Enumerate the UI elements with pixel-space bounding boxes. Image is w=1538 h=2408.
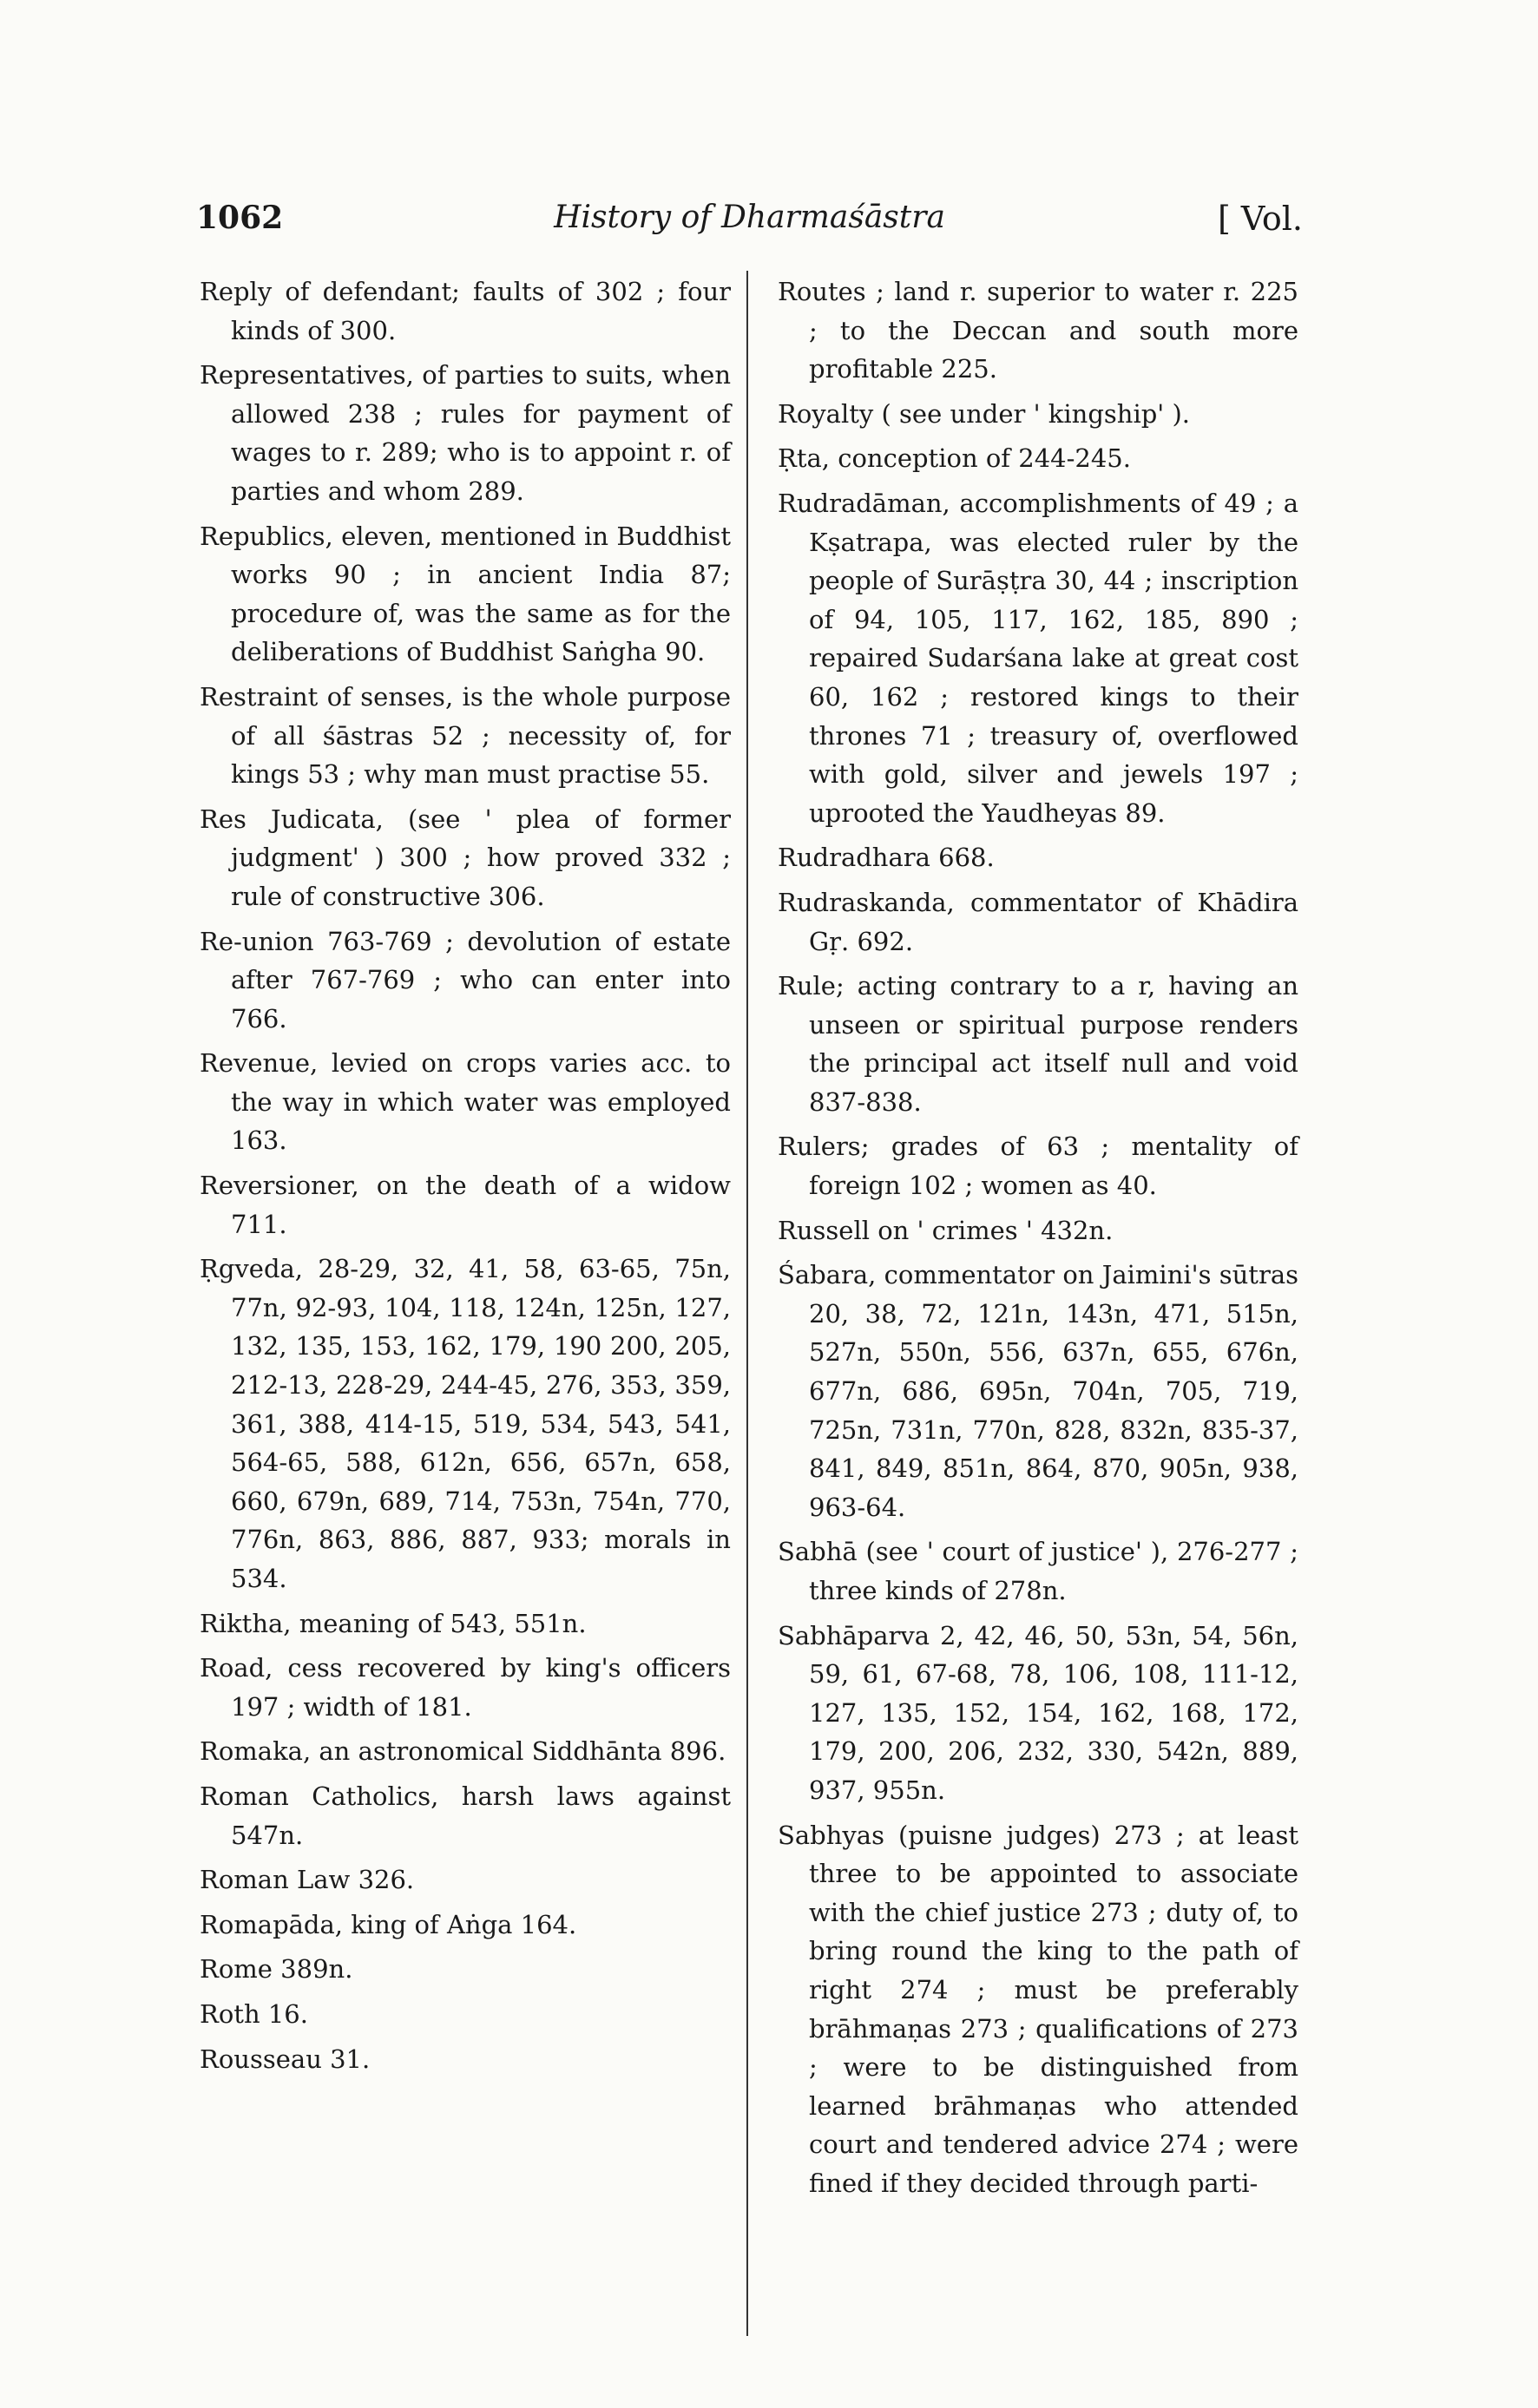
- index-entry: Romaka, an astronomical Siddhānta 896.: [200, 1736, 726, 1767]
- index-entry: Roman Catholics, harsh laws against 547n.: [200, 1781, 731, 1850]
- index-entry: Riktha, meaning of 543, 551n.: [200, 1608, 587, 1638]
- index-entry: Roth 16.: [200, 1998, 308, 2029]
- page-header: [196, 193, 1303, 248]
- left-column: [200, 272, 731, 2084]
- index-entry: Re-union 763-769 ; devolution of estate after 767-769 ; who can enter into 766.: [200, 926, 731, 1033]
- index-entry: Romapāda, king of Aṅga 164.: [200, 1909, 577, 1939]
- index-entry: Rulers; grades of 63 ; mentality of foreign 102 ; women as 40.: [778, 1132, 1298, 1201]
- index-entry: Res Judicata, (see ' plea of former judgment' ) 300 ; how proved 332 ; rule of constructive 306.: [200, 804, 731, 911]
- index-entry: Śabara, commentator on Jaimini's sūtras 20, 38, 72, 121n, 143n, 471, 515n, 527n, 550n, 556, 637n, 655, 676n, 677n, 686, 695n, 704n, 705, 719, 725n, 731n, 770n, 828, 832n, 835-37, 841, 849, 851n, 864, 870, 905n, 938, 963-64.: [778, 1260, 1298, 1522]
- column-divider: [746, 271, 748, 2336]
- index-entry: Representatives, of parties to suits, when allowed 238 ; rules for payment of wages to r. 289; who is to appoint r. of parties and whom 289.: [200, 360, 731, 506]
- page-number: 1062: [196, 200, 284, 236]
- index-entry: Road, cess recovered by king's officers 197 ; width of 181.: [200, 1653, 731, 1722]
- index-entry: Rudradhara 668.: [778, 843, 995, 873]
- index-entry: Ṛta, conception of 244-245.: [778, 443, 1131, 474]
- index-entry: Rome 389n.: [200, 1954, 353, 1985]
- index-entry: Rule; acting contrary to a r, having an unseen or spiritual purpose renders the principal act itself null and void 837-838.: [778, 971, 1298, 1117]
- index-entry: Routes ; land r. superior to water r. 225 ; to the Deccan and south more profitable 225.: [778, 277, 1298, 384]
- index-entry: Restraint of senses, is the whole purpose of all śāstras 52 ; necessity of, for kings 53 ; why man must practise 55.: [200, 681, 731, 790]
- index-entry: Rudraskanda, commentator of Khādira Gṛ. 692.: [778, 887, 1298, 956]
- volume-label: [ Vol.: [1218, 200, 1303, 238]
- index-entry: Royalty ( see under ' kingship' ).: [778, 398, 1191, 429]
- index-entry: Ṛgveda, 28-29, 32, 41, 58, 63-65, 75n, 77n, 92-93, 104, 118, 124n, 125n, 127, 132, 135, 153, 162, 179, 190 200, 205, 212-13, 228-29, 244-45, 276, 353, 359, 361, 388, 414-15, 519, 534, 543, 541, 564-65, 588, 612n, 656, 657n, 658, 660, 679n, 689, 714, 753n, 754n, 770, 776n, 863, 886, 887, 933; morals in 534.: [200, 1254, 731, 1593]
- index-entry: Roman Law 326.: [200, 1865, 415, 1895]
- index-entry: Sabhāparva 2, 42, 46, 50, 53n, 54, 56n, 59, 61, 67-68, 78, 106, 108, 111-12, 127, 135, 152, 154, 162, 168, 172, 179, 200, 206, 232, 330, 542n, 889, 937, 955n.: [778, 1620, 1298, 1805]
- right-column: [778, 272, 1298, 2209]
- index-entry: Sabhā (see ' court of justice' ), 276-277 ; three kinds of 278n.: [778, 1537, 1298, 1605]
- index-entry: Reversioner, on the death of a widow 711.: [200, 1171, 731, 1239]
- index-entry: Republics, eleven, mentioned in Buddhist works 90 ; in ancient India 87; procedure of, was the same as for the deliberations of Buddhist Saṅgha 90.: [200, 521, 731, 667]
- index-entry: Revenue, levied on crops varies acc. to the way in which water was employed 163.: [200, 1048, 731, 1156]
- index-entry: Reply of defendant; faults of 302 ; four kinds of 300.: [200, 277, 731, 345]
- index-entry: Rudradāman, accomplishments of 49 ; a Kṣatrapa, was elected ruler by the people of Surāṣṭra 30, 44 ; inscription of 94, 105, 117, 162, 185, 890 ; repaired Sudarśana lake at great cost 60, 162 ; restored kings to their thrones 71 ; treasury of, overflowed with gold, silver and jewels 197 ; uprooted the Yaudheyas 89.: [778, 488, 1298, 828]
- running-title: History of Dharmaśāstra: [554, 200, 945, 235]
- index-entry: Sabhyas (puisne judges) 273 ; at least three to be appointed to associate with the chief justice 273 ; duty of, to bring round the king to the path of right 274 ; must be preferably brāhmaṇas 273 ; qualifications of 273 ; were to be distinguished from learned brāhmaṇas who attended court and tendered advice 274 ; were fined if they decided through parti-: [778, 1820, 1298, 2198]
- index-entry: Rousseau 31.: [200, 2044, 371, 2074]
- index-entry: Russell on ' crimes ' 432n.: [778, 1215, 1114, 1245]
